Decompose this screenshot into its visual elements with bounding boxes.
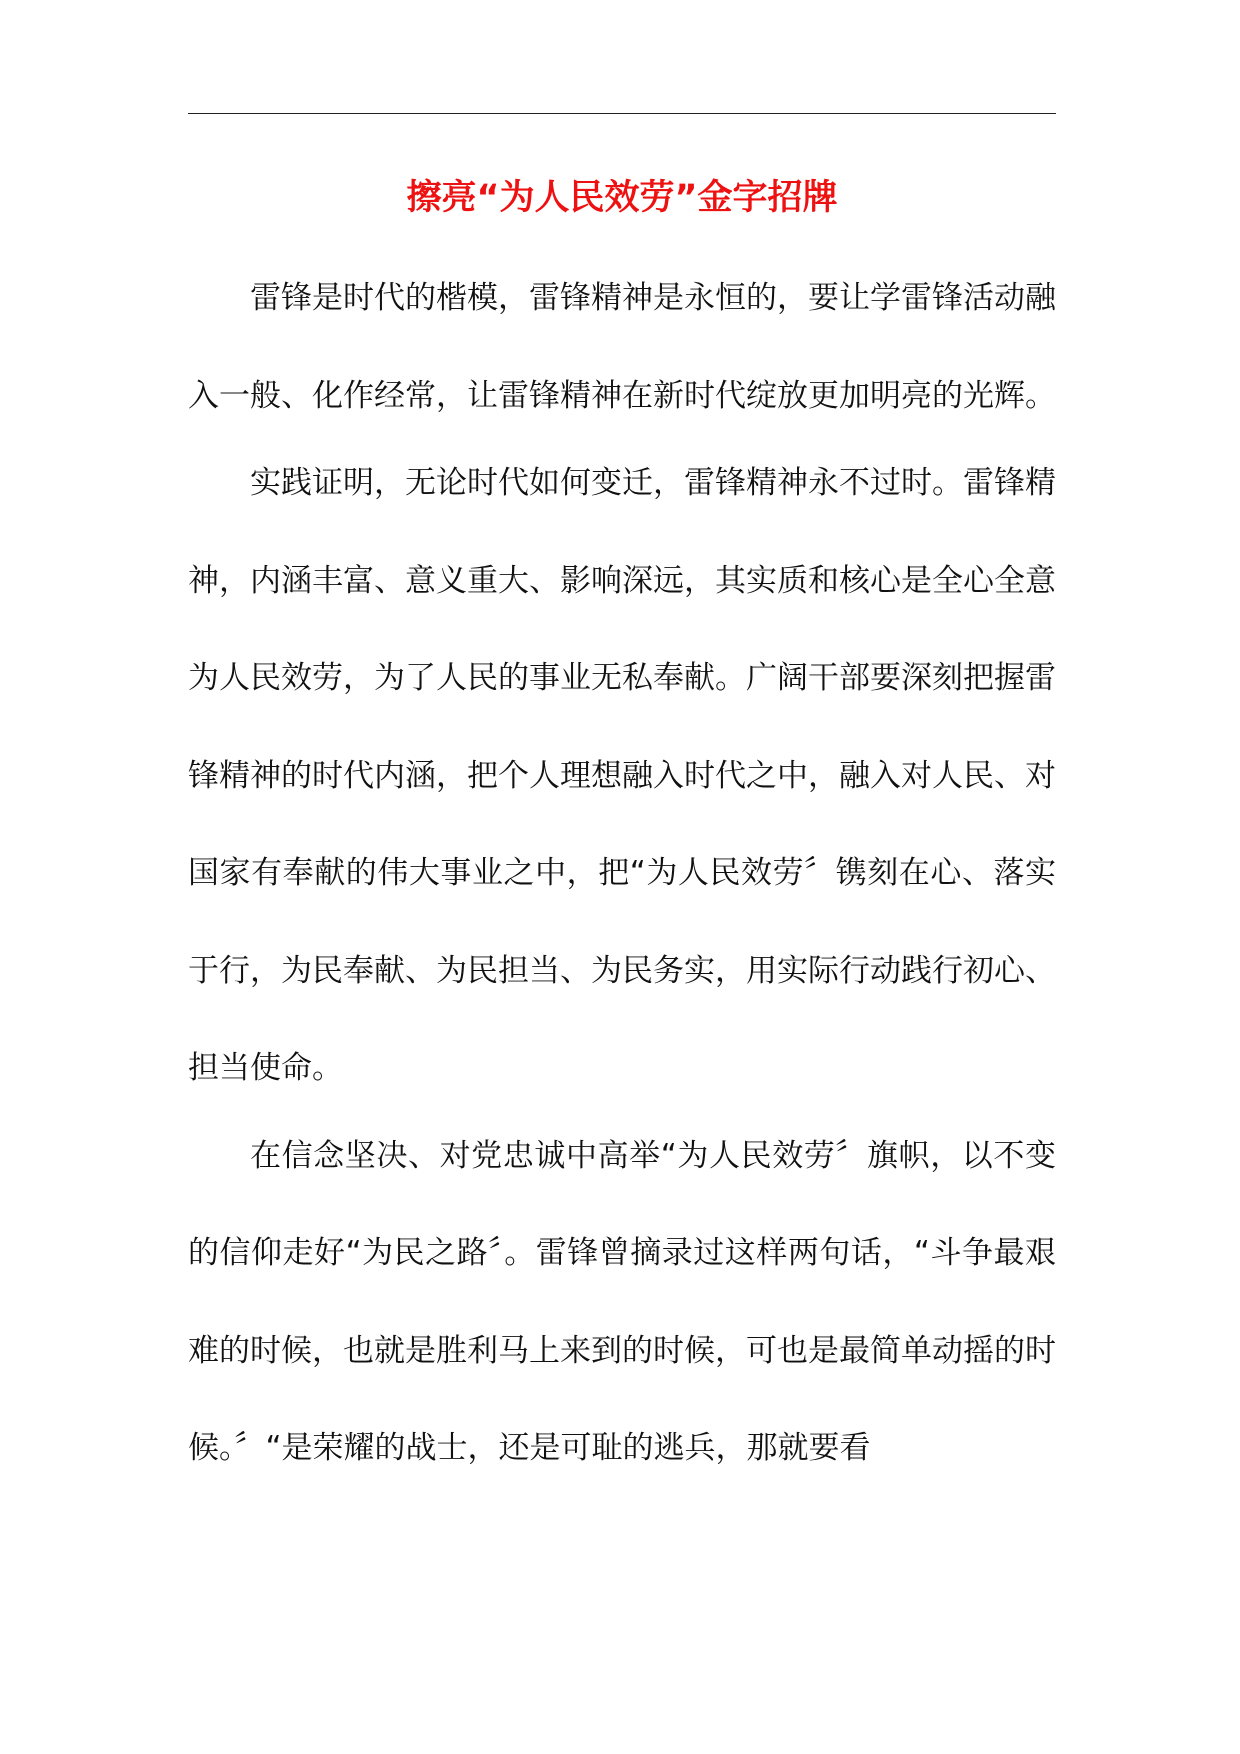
paragraph: 雷锋是时代的楷模，雷锋精神是永恒的，要让学雷锋活动融入一般、化作经常，让雷锋精神在新时代绽放更加明亮的光辉。 xyxy=(188,280,1056,414)
document-body xyxy=(188,250,1056,1498)
document-title: 擦亮“为人民效劳”金字招牌 xyxy=(406,178,838,218)
header-rule xyxy=(188,113,1056,114)
paragraph: 实践证明，无论时代如何变迁，雷锋精神永不过时。雷锋精神，内涵丰富、意义重大、影响深远，其实质和核心是全心全意为人民效劳，为了人民的事业无私奉献。广阔干部要深刻把握雷锋精神的时代内涵，把个人理想融入时代之中，融入对人民、对国家有奉献的伟大事业之中，把“为人民效劳〞镌刻在心、落实于行，为民奉献、为民担当、为民务实，用实际行动践行初心、担当使命。 xyxy=(188,465,1056,1086)
paragraph: 在信念坚决、对党忠诚中高举“为人民效劳〞旗帜，以不变的信仰走好“为民之路〞。雷锋曾摘录过这样两句话，“斗争最艰难的时候，也就是胜利马上来到的时候，可也是最简单动摇的时候。〞“是荣耀的战士，还是可耻的逃兵，那就要看 xyxy=(188,1137,1056,1466)
